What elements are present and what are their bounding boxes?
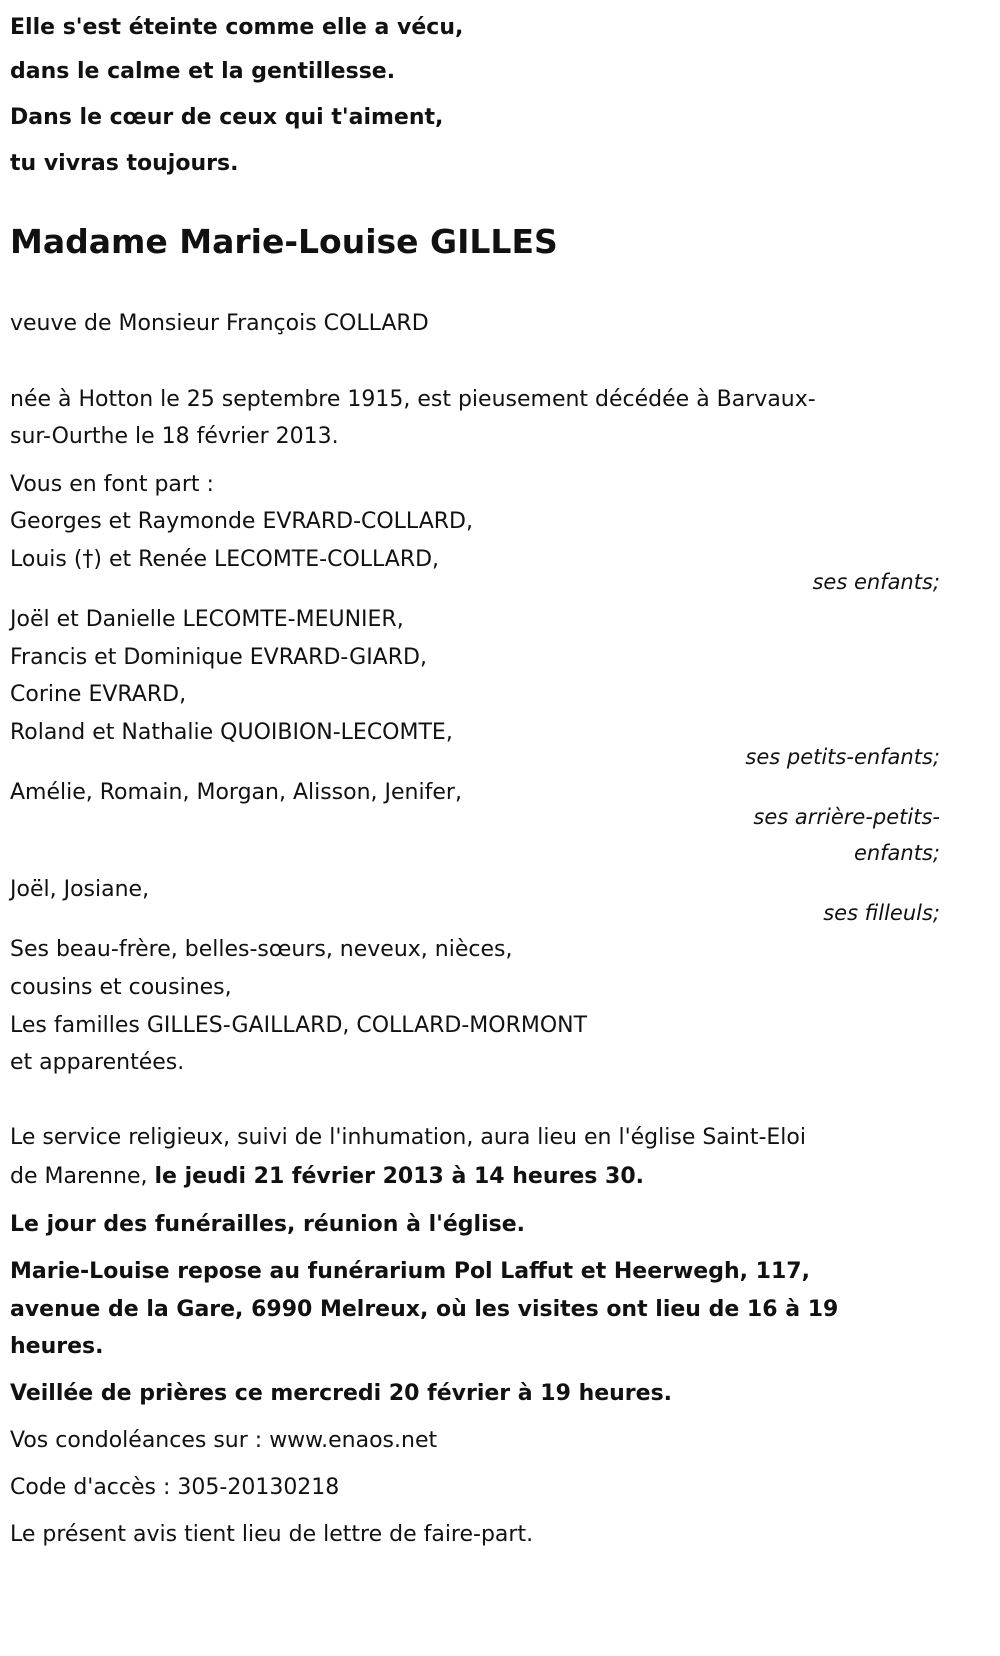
children-label: ses enfants;: [812, 570, 940, 594]
great-grandchildren-label: ses arrière-petits-: [753, 805, 940, 829]
great-grandchildren-label: enfants;: [853, 841, 940, 865]
great-grandchildren: Amélie, Romain, Morgan, Alisson, Jenifer,: [10, 780, 462, 805]
epitaph-line: Dans le cœur de ceux qui t'aiment,: [10, 105, 444, 130]
grandchildren-label: ses petits-enfants;: [745, 745, 940, 769]
service-line: [10, 1158, 644, 1196]
deceased-name: Madame Marie-Louise GILLES: [10, 222, 558, 261]
godchildren: Joël, Josiane,: [10, 877, 150, 902]
epitaph-line: tu vivras toujours.: [10, 151, 239, 176]
announce: Vous en font part :: [10, 472, 214, 497]
epitaph-line: dans le calme et la gentillesse.: [10, 59, 396, 84]
grandchild: Francis et Dominique EVRARD-GIARD,: [10, 645, 427, 670]
funerarium-line: Marie-Louise repose au funérarium Pol Laffut et Heerwegh, 117,: [10, 1259, 810, 1284]
child: Louis (†) et Renée LECOMTE-COLLARD,: [10, 547, 440, 572]
birth-death-line: sur-Ourthe le 18 février 2013.: [10, 424, 339, 449]
birth-death-line: née à Hotton le 25 septembre 1915, est pieusement décédée à Barvaux-: [10, 387, 816, 412]
grandchild: Joël et Danielle LECOMTE-MEUNIER,: [10, 607, 404, 632]
service-line: Le service religieux, suivi de l'inhumation, aura lieu en l'église Saint-Eloi: [10, 1125, 806, 1150]
other-family: Les familles GILLES-GAILLARD, COLLARD-MORMONT: [10, 1013, 588, 1038]
funerarium-line: heures.: [10, 1334, 104, 1359]
meeting: Le jour des funérailles, réunion à l'église.: [10, 1212, 525, 1237]
service-place: de Marenne,: [10, 1164, 155, 1189]
condolences: Vos condoléances sur : www.enaos.net: [10, 1428, 438, 1453]
service-date: le jeudi 21 février 2013 à 14 heures 30.: [154, 1164, 645, 1189]
access-code: Code d'accès : 305-20130218: [10, 1475, 340, 1500]
other-family: Ses beau-frère, belles-sœurs, neveux, nièces,: [10, 937, 513, 962]
other-family: cousins et cousines,: [10, 975, 232, 1000]
notice: Le présent avis tient lieu de lettre de faire-part.: [10, 1522, 534, 1547]
child: Georges et Raymonde EVRARD-COLLARD,: [10, 509, 473, 534]
widow-of: veuve de Monsieur François COLLARD: [10, 311, 429, 336]
epitaph-line: Elle s'est éteinte comme elle a vécu,: [10, 15, 464, 40]
other-family: et apparentées.: [10, 1050, 185, 1075]
grandchild: Roland et Nathalie QUOIBION-LECOMTE,: [10, 720, 453, 745]
funerarium-line: avenue de la Gare, 6990 Melreux, où les visites ont lieu de 16 à 19: [10, 1297, 839, 1322]
godchildren-label: ses filleuls;: [823, 901, 940, 925]
vigil: Veillée de prières ce mercredi 20 février à 19 heures.: [10, 1381, 673, 1406]
grandchild: Corine EVRARD,: [10, 682, 187, 707]
